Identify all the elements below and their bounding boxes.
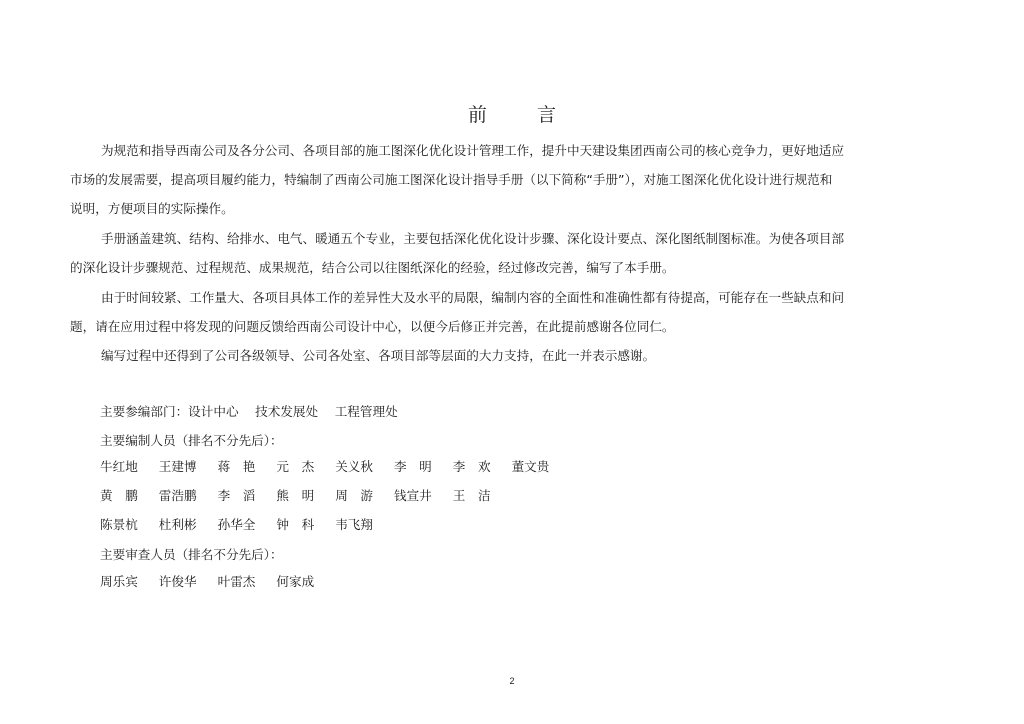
page-title: 前 言 bbox=[467, 104, 579, 126]
paragraph-line: 为规范和指导西南公司及各分公司、各项目部的施工图深化优化设计管理工作，提升中天建设集团西南公司的核心竞争力，更好地适应 bbox=[101, 143, 845, 158]
paragraph-line: 由于时间较紧、工作量大、各项目具体工作的差异性大及水平的局限，编制内容的全面性和准确性都有待提高，可能存在一些缺点和问 bbox=[101, 290, 845, 305]
editor-name: 孙华全 bbox=[217, 517, 256, 532]
editor-name: 钟 科 bbox=[276, 517, 315, 532]
editor-name: 黄 鹏 bbox=[100, 488, 138, 503]
preface-paragraph-4 bbox=[70, 341, 970, 370]
editor-name: 牛红地 bbox=[100, 459, 138, 474]
editors-row-1 bbox=[100, 456, 566, 475]
editor-name: 李 滔 bbox=[217, 488, 256, 503]
editors-row-2 bbox=[100, 485, 508, 504]
reviewers-label: 主要审查人员（排名不分先后）： bbox=[100, 547, 283, 562]
departments-line: 主要参编部门：设计中心 技术发展处 工程管理处 bbox=[100, 404, 398, 419]
reviewers-row-1 bbox=[100, 571, 331, 590]
editor-name: 韦飞翔 bbox=[335, 517, 373, 532]
editor-name: 董文贵 bbox=[511, 459, 550, 474]
editor-name: 李 欢 bbox=[452, 459, 491, 474]
editor-name: 王 洁 bbox=[452, 488, 491, 503]
paragraph-line: 题，请在应用过程中将发现的问题反馈给西南公司设计中心，以便今后修正并完善，在此提前感谢各位同仁。 bbox=[70, 319, 675, 334]
preface-paragraph-2 bbox=[70, 224, 970, 282]
paragraph-line: 的深化设计步骤规范、过程规范、成果规范，结合公司以往图纸深化的经验，经过修改完善，编写了本手册。 bbox=[70, 260, 675, 275]
editor-name: 杜利彬 bbox=[158, 517, 197, 532]
reviewer-name: 周乐宾 bbox=[100, 574, 138, 589]
editors-label: 主要编制人员（排名不分先后）： bbox=[100, 433, 283, 448]
editor-name: 钱宣井 bbox=[393, 488, 432, 503]
reviewer-name: 许俊华 bbox=[158, 574, 197, 589]
editor-name: 熊 明 bbox=[276, 488, 315, 503]
paragraph-line: 说明，方便项目的实际操作。 bbox=[70, 201, 234, 216]
editors-row-3 bbox=[100, 514, 390, 533]
reviewer-name: 何家成 bbox=[276, 574, 315, 589]
editor-name: 王建博 bbox=[158, 459, 197, 474]
editor-name: 蒋 艳 bbox=[217, 459, 256, 474]
reviewer-name: 叶雷杰 bbox=[217, 574, 256, 589]
editor-name: 陈景杭 bbox=[100, 517, 138, 532]
paragraph-line: 市场的发展需要，提高项目履约能力，特编制了西南公司施工图深化设计指导手册（以下简称“手册”），对施工图深化优化设计进行规范和 bbox=[70, 172, 833, 187]
paragraph-line: 手册涵盖建筑、结构、给排水、电气、暖通五个专业，主要包括深化优化设计步骤、深化设计要点、深化图纸制图标准。为使各项目部 bbox=[101, 231, 845, 246]
editor-name: 周 游 bbox=[335, 488, 373, 503]
editor-name: 雷浩鹏 bbox=[158, 488, 197, 503]
editor-name: 李 明 bbox=[393, 459, 432, 474]
editor-name: 元 杰 bbox=[276, 459, 315, 474]
paragraph-line: 编写过程中还得到了公司各级领导、公司各处室、各项目部等层面的大力支持，在此一并表示感谢。 bbox=[101, 348, 656, 363]
preface-paragraph-1 bbox=[70, 136, 970, 223]
editor-name: 关义秋 bbox=[335, 459, 373, 474]
preface-paragraph-3 bbox=[70, 283, 970, 341]
page-number: 2 bbox=[509, 676, 515, 686]
